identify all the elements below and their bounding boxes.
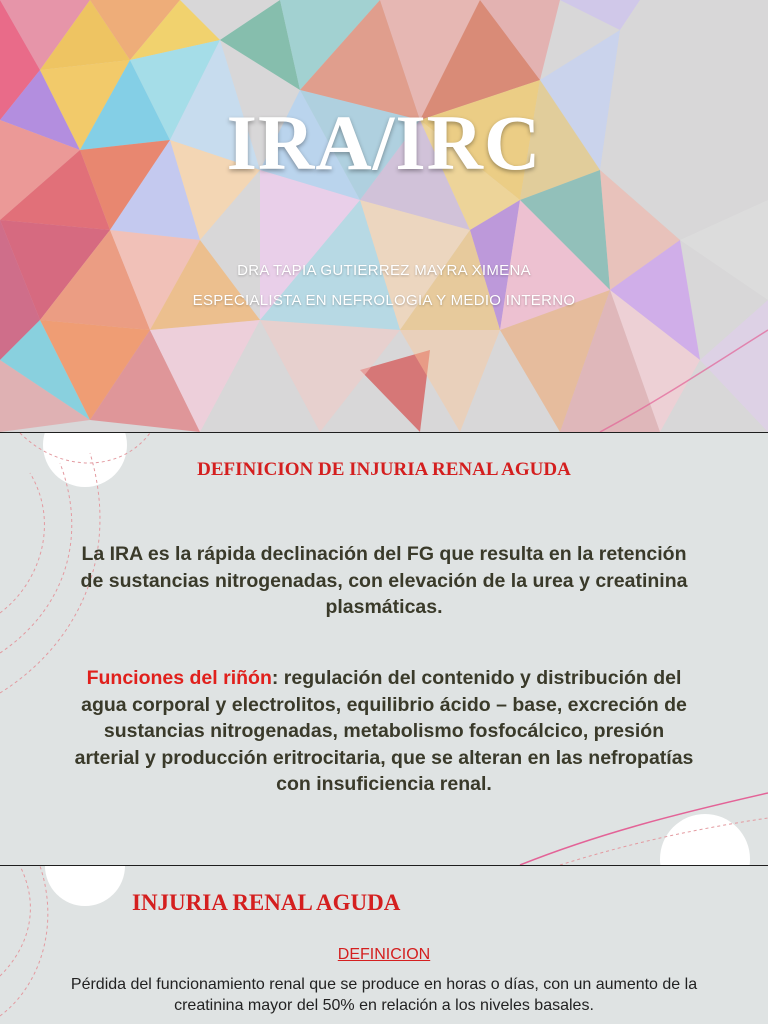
kidney-functions-label: Funciones del riñón [86,667,272,689]
aki-definition-text: Pérdida del funcionamiento renal que se produce en horas o días, con un aumento de la creatinina mayor del 50% en relación a los niveles basales. [70,976,698,1014]
aki-slide [0,866,768,1024]
kidney-functions-text: : regulación del contenido y distribución del agua corporal y electrolitos, equilibrio ácido – base, excreción de sustancias nitrogenadas, metabolismo fosfocálcico, presión arterial y producción eritrocitaria, que se alteran en las nefropatías con insuficiencia renal. [74,667,694,795]
definition-heading: DEFINICION DE INJURIA RENAL AGUDA [197,459,571,480]
presenter-name: DRA TAPIA GUTIERREZ MAYRA XIMENA [237,262,531,279]
aki-heading: INJURIA RENAL AGUDA [132,890,401,915]
definition-paragraph: La IRA es la rápida declinación del FG que resulta en la retención de sustancias nitrogenadas, con elevación de la urea y creatinina plasmáticas. [80,543,688,618]
presentation-title: IRA/IRC [226,99,542,186]
presenter-specialty: ESPECIALISTA EN NEFROLOGIA Y MEDIO INTERNO [192,292,576,309]
decorative-lines [0,433,768,865]
definition-slide [0,433,768,865]
kidney-functions-paragraph [70,665,698,798]
low-poly-background [0,0,768,432]
aki-subheading: DEFINICION [337,946,431,963]
title-slide [0,0,768,432]
